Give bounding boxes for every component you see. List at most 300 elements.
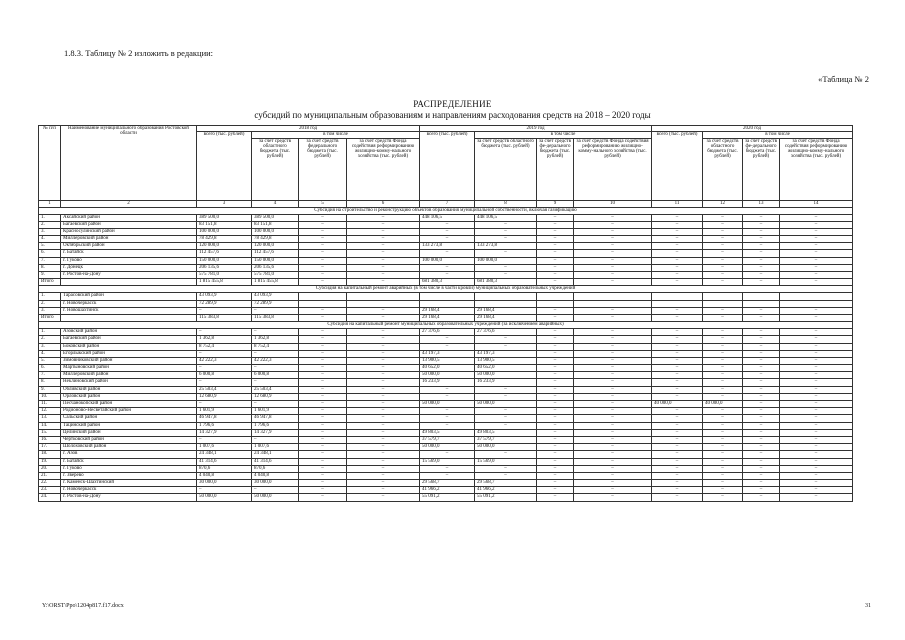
value-cell: – (347, 401, 420, 408)
row-number: 13. (39, 415, 61, 422)
value-cell: 206 135,6 (197, 264, 252, 271)
value-cell: – (537, 487, 574, 494)
header-2019-regional: за счет средств областного бюджета (тыс. рублей) (475, 138, 537, 200)
value-cell: – (252, 436, 299, 443)
value-cell: – (537, 365, 574, 372)
value-cell: – (703, 451, 743, 458)
header-2019-fund: за счет средств Фонда содействия реформированию жилищно-комму-нального хозяйства (тыс. рублей) (574, 138, 652, 200)
municipality-name: Песчанокопский район (61, 401, 197, 408)
row-number: 7. (39, 257, 61, 264)
value-cell: – (347, 365, 420, 372)
value-cell: 46 947,8 (252, 415, 299, 422)
value-cell: 42 222,3 (252, 357, 299, 364)
value-cell: – (537, 236, 574, 243)
value-cell: – (703, 221, 743, 228)
value-cell: – (574, 487, 652, 494)
row-number: 5. (39, 243, 61, 250)
municipality-name: Обливский район (61, 386, 197, 393)
value-cell: – (420, 465, 475, 472)
header-2019-federal: за счет средств фе-дерального бюджета (тыс. рублей) (537, 138, 574, 200)
column-number-cell: 12 (703, 200, 743, 207)
value-cell: 41 966,2 (475, 487, 537, 494)
value-cell: – (347, 214, 420, 221)
value-cell: 15 569,0 (420, 458, 475, 465)
value-cell (780, 293, 853, 300)
value-cell: – (652, 458, 703, 465)
value-cell: – (574, 243, 652, 250)
table-row (39, 458, 853, 465)
value-cell: – (780, 465, 853, 472)
value-cell: – (347, 250, 420, 257)
value-cell: – (347, 372, 420, 379)
value-cell: – (420, 386, 475, 393)
value-cell: – (420, 272, 475, 279)
value-cell: – (420, 250, 475, 257)
value-cell: – (780, 386, 853, 393)
value-cell: 46 947,8 (197, 415, 252, 422)
total-value-cell: 681 380,3 (420, 279, 475, 286)
value-cell: 150 000,0 (252, 257, 299, 264)
value-cell: – (780, 458, 853, 465)
value-cell: – (475, 336, 537, 343)
header-2020-total: всего (тыс. рублей) (652, 132, 703, 200)
value-cell: – (252, 487, 299, 494)
value-cell: – (420, 472, 475, 479)
value-cell: 6 000,8 (252, 372, 299, 379)
value-cell: – (420, 236, 475, 243)
value-cell: 43 197,3 (475, 350, 537, 357)
value-cell: – (652, 329, 703, 336)
value-cell: – (347, 243, 420, 250)
municipality-name: г. Гуково (61, 257, 197, 264)
value-cell (652, 300, 703, 307)
value-cell (420, 293, 475, 300)
value-cell: – (652, 429, 703, 436)
value-cell: – (574, 236, 652, 243)
municipality-name: г. Батайск (61, 250, 197, 257)
total-value-cell (61, 314, 197, 321)
table-label: «Таблица № 2 (818, 74, 869, 84)
value-cell: – (347, 487, 420, 494)
value-cell: – (537, 494, 574, 501)
value-cell: 870,6 (252, 465, 299, 472)
value-cell: – (574, 272, 652, 279)
value-cell: – (743, 436, 780, 443)
table-row (39, 357, 853, 364)
table-row (39, 415, 853, 422)
municipality-name: г. Новочеркасск (61, 300, 197, 307)
value-cell (537, 293, 574, 300)
value-cell: 14 327,9 (252, 429, 299, 436)
header-2018-federal: за счет средств федерального бюджета (тыс. рублей) (299, 138, 347, 200)
value-cell: – (780, 272, 853, 279)
header-2018-fund: за счет средств Фонда содействия реформированию жилищно-комму-нального хозяйства (тыс. рублей) (347, 138, 420, 200)
value-cell: 575 781,0 (252, 272, 299, 279)
value-cell: – (420, 393, 475, 400)
value-cell: – (299, 214, 347, 221)
value-cell: – (475, 343, 537, 350)
value-cell: – (347, 472, 420, 479)
value-cell: – (703, 365, 743, 372)
municipality-name: Боковский район (61, 343, 197, 350)
value-cell: – (574, 250, 652, 257)
total-value-cell: – (299, 314, 347, 321)
value-cell: – (652, 393, 703, 400)
row-number: 2. (39, 221, 61, 228)
municipality-name: Родионово-Несветайский район (61, 408, 197, 415)
value-cell: 100 000,0 (420, 257, 475, 264)
value-cell: – (780, 372, 853, 379)
value-cell: – (347, 228, 420, 235)
value-cell: – (703, 379, 743, 386)
row-number: 3. (39, 307, 61, 314)
value-cell: – (537, 264, 574, 271)
value-cell: – (652, 386, 703, 393)
value-cell: – (537, 343, 574, 350)
value-cell (299, 300, 347, 307)
value-cell: – (537, 472, 574, 479)
row-number: 10. (39, 393, 61, 400)
header-2018: 2018 год (197, 126, 420, 132)
value-cell: – (780, 228, 853, 235)
value-cell: – (743, 401, 780, 408)
value-cell: 100 000,0 (475, 257, 537, 264)
value-cell: – (743, 444, 780, 451)
value-cell: 6 000,8 (197, 372, 252, 379)
value-cell: – (252, 365, 299, 372)
value-cell: – (347, 429, 420, 436)
header-2019-total: всего (тыс. рублей) (420, 132, 475, 200)
value-cell: 389 500,0 (252, 214, 299, 221)
value-cell: – (574, 214, 652, 221)
value-cell: 50 000,0 (420, 444, 475, 451)
table-row (39, 336, 853, 343)
value-cell: – (574, 221, 652, 228)
value-cell: 575 781,0 (197, 272, 252, 279)
value-cell (475, 293, 537, 300)
header-2020-fund: за счет средств Фонда содействия реформированию жилищно-комму-нального хозяйства (тыс. рублей) (780, 138, 853, 200)
value-cell: – (703, 307, 743, 314)
value-cell: – (743, 451, 780, 458)
total-value-cell: – (743, 314, 780, 321)
value-cell: – (475, 221, 537, 228)
value-cell: – (347, 236, 420, 243)
value-cell: – (252, 307, 299, 314)
value-cell: – (703, 264, 743, 271)
row-number: 1. (39, 329, 61, 336)
value-cell: – (299, 429, 347, 436)
header-2019: 2019 год (420, 126, 652, 132)
header-2018-total: всего (тыс. рублей) (197, 132, 252, 200)
value-cell: – (743, 307, 780, 314)
value-cell: – (299, 408, 347, 415)
total-value-cell: – (652, 314, 703, 321)
table-row (39, 243, 853, 250)
value-cell: – (475, 272, 537, 279)
value-cell: – (743, 458, 780, 465)
value-cell: – (574, 365, 652, 372)
municipality-name: Сальский район (61, 415, 197, 422)
value-cell: – (475, 386, 537, 393)
value-cell: – (299, 329, 347, 336)
total-value-cell: – (574, 279, 652, 286)
value-cell: – (420, 415, 475, 422)
value-cell: – (743, 243, 780, 250)
value-cell: 72 289,9 (197, 300, 252, 307)
value-cell: – (652, 415, 703, 422)
total-label: Итого (39, 279, 61, 286)
value-cell: 42 222,3 (197, 357, 252, 364)
value-cell: – (574, 480, 652, 487)
value-cell: 448 106,5 (420, 214, 475, 221)
value-cell: – (780, 250, 853, 257)
table-row (39, 472, 853, 479)
total-value-cell: 29 168,4 (420, 314, 475, 321)
value-cell: 55 091,2 (420, 494, 475, 501)
value-cell: – (780, 343, 853, 350)
value-cell: – (652, 465, 703, 472)
value-cell: – (347, 415, 420, 422)
value-cell: – (420, 451, 475, 458)
value-cell: – (743, 472, 780, 479)
total-value-cell: 29 168,4 (475, 314, 537, 321)
value-cell: – (537, 458, 574, 465)
value-cell: 1 796,6 (252, 422, 299, 429)
section-title: Субсидия на строительство и реконструкцию объектов образования муниципальной собственности, включая газификацию (39, 207, 853, 214)
distribution-table (38, 125, 853, 502)
value-cell: – (299, 436, 347, 443)
value-cell: 1 007,6 (197, 444, 252, 451)
value-cell: – (537, 350, 574, 357)
value-cell: 150 000,0 (197, 257, 252, 264)
value-cell: 206 135,6 (252, 264, 299, 271)
value-cell: 43 093,9 (252, 293, 299, 300)
table-row (39, 451, 853, 458)
value-cell: 13 900,5 (420, 357, 475, 364)
value-cell: 1 362,8 (197, 336, 252, 343)
section-title-row (39, 207, 853, 214)
value-cell: – (299, 264, 347, 271)
total-value-cell: – (347, 279, 420, 286)
column-number-cell: 7 (420, 200, 475, 207)
value-cell: – (574, 264, 652, 271)
table-row (39, 264, 853, 271)
value-cell: – (475, 393, 537, 400)
value-cell (420, 300, 475, 307)
value-cell: – (197, 487, 252, 494)
value-cell: – (537, 429, 574, 436)
value-cell: – (743, 350, 780, 357)
value-cell: 1 601,9 (197, 408, 252, 415)
table-body (39, 200, 853, 501)
value-cell: – (347, 264, 420, 271)
municipality-name: г. Ростов-на-Дону (61, 494, 197, 501)
column-number-cell: 11 (652, 200, 703, 207)
row-number: 2. (39, 336, 61, 343)
value-cell: – (299, 415, 347, 422)
value-cell: – (780, 393, 853, 400)
row-number: 17. (39, 444, 61, 451)
value-cell: – (652, 480, 703, 487)
municipality-name: Миллеровский район (61, 236, 197, 243)
value-cell: – (475, 465, 537, 472)
value-cell: – (780, 408, 853, 415)
column-number-cell: 13 (743, 200, 780, 207)
value-cell: – (743, 487, 780, 494)
value-cell: – (574, 372, 652, 379)
value-cell: – (347, 494, 420, 501)
municipality-name: Миллеровский район (61, 372, 197, 379)
row-number: 4. (39, 236, 61, 243)
value-cell: – (652, 307, 703, 314)
value-cell: – (652, 228, 703, 235)
value-cell: – (537, 372, 574, 379)
value-cell: – (347, 386, 420, 393)
value-cell: – (652, 357, 703, 364)
value-cell: – (299, 350, 347, 357)
value-cell: – (743, 257, 780, 264)
value-cell: – (299, 272, 347, 279)
municipality-name: г. Ростов-на-Дону (61, 272, 197, 279)
value-cell: – (652, 221, 703, 228)
value-cell: 55 091,2 (475, 494, 537, 501)
table-row (39, 221, 853, 228)
value-cell: – (703, 465, 743, 472)
value-cell: 41 314,6 (252, 458, 299, 465)
table-row (39, 401, 853, 408)
value-cell: 40 652,0 (420, 365, 475, 372)
value-cell: – (347, 436, 420, 443)
value-cell: – (780, 487, 853, 494)
value-cell: 8 752,4 (197, 343, 252, 350)
value-cell: – (652, 408, 703, 415)
value-cell: 27 376,6 (475, 329, 537, 336)
table-row (39, 257, 853, 264)
value-cell: 37 579,7 (420, 436, 475, 443)
value-cell: – (347, 357, 420, 364)
table-row (39, 465, 853, 472)
value-cell: – (743, 228, 780, 235)
table-row (39, 408, 853, 415)
value-cell: 78 429,8 (197, 236, 252, 243)
value-cell: – (574, 379, 652, 386)
value-cell: – (299, 365, 347, 372)
value-cell: – (743, 465, 780, 472)
municipality-name: г. Новошахтинск (61, 307, 197, 314)
value-cell: – (743, 365, 780, 372)
value-cell: 41 966,2 (420, 487, 475, 494)
value-cell: – (780, 451, 853, 458)
total-value-cell: 681 380,3 (475, 279, 537, 286)
total-value-cell: – (537, 279, 574, 286)
value-cell: – (347, 379, 420, 386)
total-value-cell: – (703, 279, 743, 286)
value-cell: – (743, 221, 780, 228)
column-number-cell: 8 (475, 200, 537, 207)
table-row (39, 494, 853, 501)
municipality-name: Тарасовский район (61, 293, 197, 300)
value-cell: 870,6 (197, 465, 252, 472)
value-cell: – (574, 393, 652, 400)
row-number: 6. (39, 365, 61, 372)
value-cell: – (574, 472, 652, 479)
value-cell: – (780, 401, 853, 408)
value-cell: – (299, 386, 347, 393)
value-cell: – (537, 336, 574, 343)
row-number: 14. (39, 422, 61, 429)
intro-text: 1.8.3. Таблицу № 2 изложить в редакции: (64, 48, 214, 58)
value-cell: – (299, 357, 347, 364)
value-cell: – (574, 451, 652, 458)
table-row (39, 487, 853, 494)
value-cell: – (537, 307, 574, 314)
footer-file-path: Y:\ORST\Ppo\1204p817.f17.docx (42, 603, 124, 609)
value-cell: 12 680,9 (197, 393, 252, 400)
row-number: 21. (39, 472, 61, 479)
total-value-cell: 115 383,8 (252, 314, 299, 321)
value-cell: – (252, 401, 299, 408)
value-cell: – (743, 372, 780, 379)
value-cell: – (537, 214, 574, 221)
value-cell (475, 300, 537, 307)
header-num: № п/п (39, 126, 61, 201)
table-row (39, 365, 853, 372)
total-value-cell: 1 815 455,8 (197, 279, 252, 286)
row-number: 19. (39, 458, 61, 465)
value-cell: – (347, 257, 420, 264)
value-cell: – (743, 393, 780, 400)
value-cell: – (652, 243, 703, 250)
table-row (39, 343, 853, 350)
value-cell: – (574, 429, 652, 436)
value-cell: 29 168,4 (475, 307, 537, 314)
value-cell: 50 000,0 (420, 401, 475, 408)
value-cell: – (299, 458, 347, 465)
municipality-name: Красносулинский район (61, 228, 197, 235)
value-cell: – (537, 480, 574, 487)
value-cell: – (780, 307, 853, 314)
value-cell: – (537, 393, 574, 400)
table-row (39, 236, 853, 243)
table-row (39, 480, 853, 487)
column-number-row (39, 200, 853, 207)
value-cell: – (537, 444, 574, 451)
value-cell: 14 327,9 (197, 429, 252, 436)
value-cell (703, 300, 743, 307)
value-cell: – (420, 221, 475, 228)
value-cell: – (537, 243, 574, 250)
value-cell: 37 579,7 (475, 436, 537, 443)
value-cell: – (475, 236, 537, 243)
value-cell: 8 752,4 (252, 343, 299, 350)
row-number: 9. (39, 272, 61, 279)
value-cell: – (574, 307, 652, 314)
total-value-cell: – (743, 279, 780, 286)
value-cell: 78 429,8 (252, 236, 299, 243)
total-value-cell: – (780, 314, 853, 321)
value-cell: 1 007,6 (252, 444, 299, 451)
value-cell: – (780, 214, 853, 221)
total-value-cell: 1 815 455,8 (252, 279, 299, 286)
value-cell: – (652, 272, 703, 279)
municipality-name: Аксайский район (61, 214, 197, 221)
value-cell: – (743, 336, 780, 343)
value-cell: – (743, 329, 780, 336)
municipality-name: г. Донецк (61, 264, 197, 271)
municipality-name: Багаевский район (61, 221, 197, 228)
column-number-cell: 9 (537, 200, 574, 207)
value-cell: – (299, 393, 347, 400)
